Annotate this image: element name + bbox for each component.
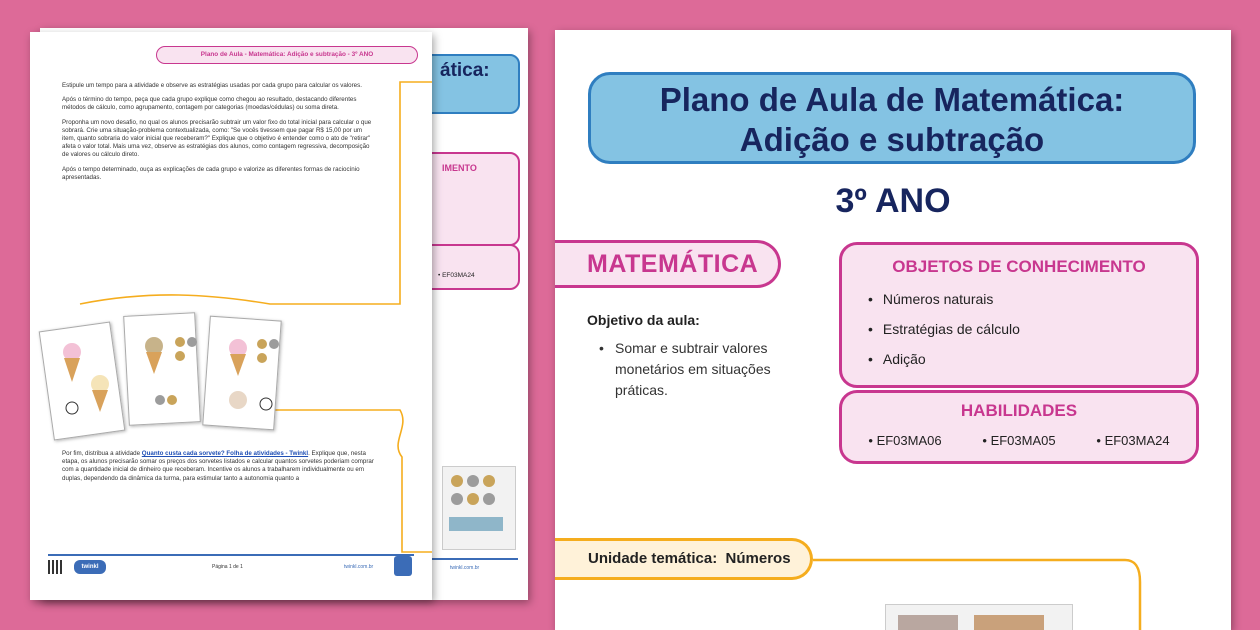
skill-code-2: • EF03MA05	[982, 433, 1056, 448]
front-footer-line	[48, 554, 414, 556]
banknote-2	[974, 615, 1044, 630]
right-page	[555, 30, 1231, 630]
front-page	[30, 32, 432, 600]
front-bottom-start: Por fim, distribua a atividade	[62, 450, 142, 457]
front-header-pill: Plano de Aula - Matemática: Adição e subtração - 3º ANO	[156, 46, 418, 64]
back-knowledge-fragment: IMENTO	[442, 163, 477, 173]
back-skill-fragment: • EF03MA24	[438, 272, 475, 279]
unit-label: Unidade temática:	[588, 550, 718, 567]
front-footer-url: twinkl.com.br	[344, 564, 374, 570]
grade-label: 3º ANO	[835, 182, 951, 220]
back-footer-brand: twinkl.com.br	[450, 565, 480, 571]
lesson-title-line1: Plano de Aula de Matemática:	[659, 81, 1125, 118]
knowledge-list	[868, 291, 1196, 381]
back-footer-line	[420, 558, 518, 560]
objective-heading: Objetivo da aula:	[587, 312, 700, 328]
skills-box	[839, 390, 1199, 464]
banknote-1	[898, 615, 958, 630]
front-paragraph-3: Proponha um novo desafio, no qual os alunos precisarão subtrair um valor fixo do total inicial para calcular o que sobrará. Crie uma situação-problema contextualizada, como: "Se vocês tivessem que pagar R$ 15,00 por um item, quanto sobraria do valor inicial que receberam?" Explique que o objetivo é entender como o ato de "retirar" afeta o valor total. Mais uma vez, observe as estratégias dos alunos, como contagem regressiva, decomposição de valores ou cálculo direto.	[62, 118, 372, 159]
front-paragraph-4: Após o tempo determinado, ouça as explicações de cada grupo e valorize as diferentes formas de raciocínio apresentadas.	[62, 165, 360, 181]
front-footer-brand-logo: twinkl	[74, 560, 106, 574]
front-body	[62, 82, 374, 188]
knowledge-box	[839, 242, 1199, 388]
unit-pill	[555, 538, 813, 580]
front-page-number: Página 1 de 1	[212, 564, 243, 570]
front-footer-emblem-icon	[394, 556, 412, 576]
front-bottom-paragraph	[62, 450, 374, 483]
back-title-fragment: ática:	[440, 60, 490, 81]
objective-list	[599, 338, 799, 401]
money-image-thumbnail	[885, 604, 1073, 630]
ice-cream-illustrations	[42, 312, 322, 452]
front-paragraph-1: Estipule um tempo para a atividade e observe as estratégias usadas por cada grupo para calcular os valores.	[62, 82, 362, 89]
skill-code-3: • EF03MA24	[1096, 433, 1170, 448]
objective-item: • Somar e subtrair valores monetários em situações práticas.	[599, 338, 799, 401]
front-paragraph-2: Após o término do tempo, peça que cada grupo explique como chegou ao resultado, destacando diferentes métodos de cálculo, como agrupamento, contagem por categorias (moedas/cédulas) ou soma direta.	[62, 96, 357, 112]
front-bottom-rest: . Explique que, nesta etapa, os alunos precisarão somar os preços dos sorvetes listados e calcular quantos sorvetes poderiam comprar com a quantidade inicial de dinheiro que receberam. Incentive os alunos a trabalharem individualmente ou em duplas, dependendo da dinâmica da turma, para estimular tanto a autonomia quanto a	[62, 450, 374, 482]
activity-link[interactable]: Quanto custa cada sorvete? Folha de atividades - Twinkl	[141, 450, 309, 457]
skill-code-1: • EF03MA06	[868, 433, 942, 448]
qr-code-icon	[48, 560, 62, 574]
knowledge-item: • Números naturais	[868, 291, 1196, 321]
unit-value: Números	[725, 550, 791, 567]
knowledge-item: • Estratégias de cálculo	[868, 321, 1196, 351]
knowledge-item: • Adição	[868, 351, 1196, 381]
back-coins-image	[442, 466, 516, 550]
knowledge-heading: OBJETOS DE CONHECIMENTO	[892, 257, 1146, 276]
lesson-title-line2: Adição e subtração	[739, 121, 1045, 158]
lesson-title-box	[588, 72, 1196, 164]
skills-row	[842, 433, 1196, 448]
skills-heading: HABILIDADES	[960, 401, 1078, 420]
subject-pill: MATEMÁTICA	[555, 240, 781, 288]
